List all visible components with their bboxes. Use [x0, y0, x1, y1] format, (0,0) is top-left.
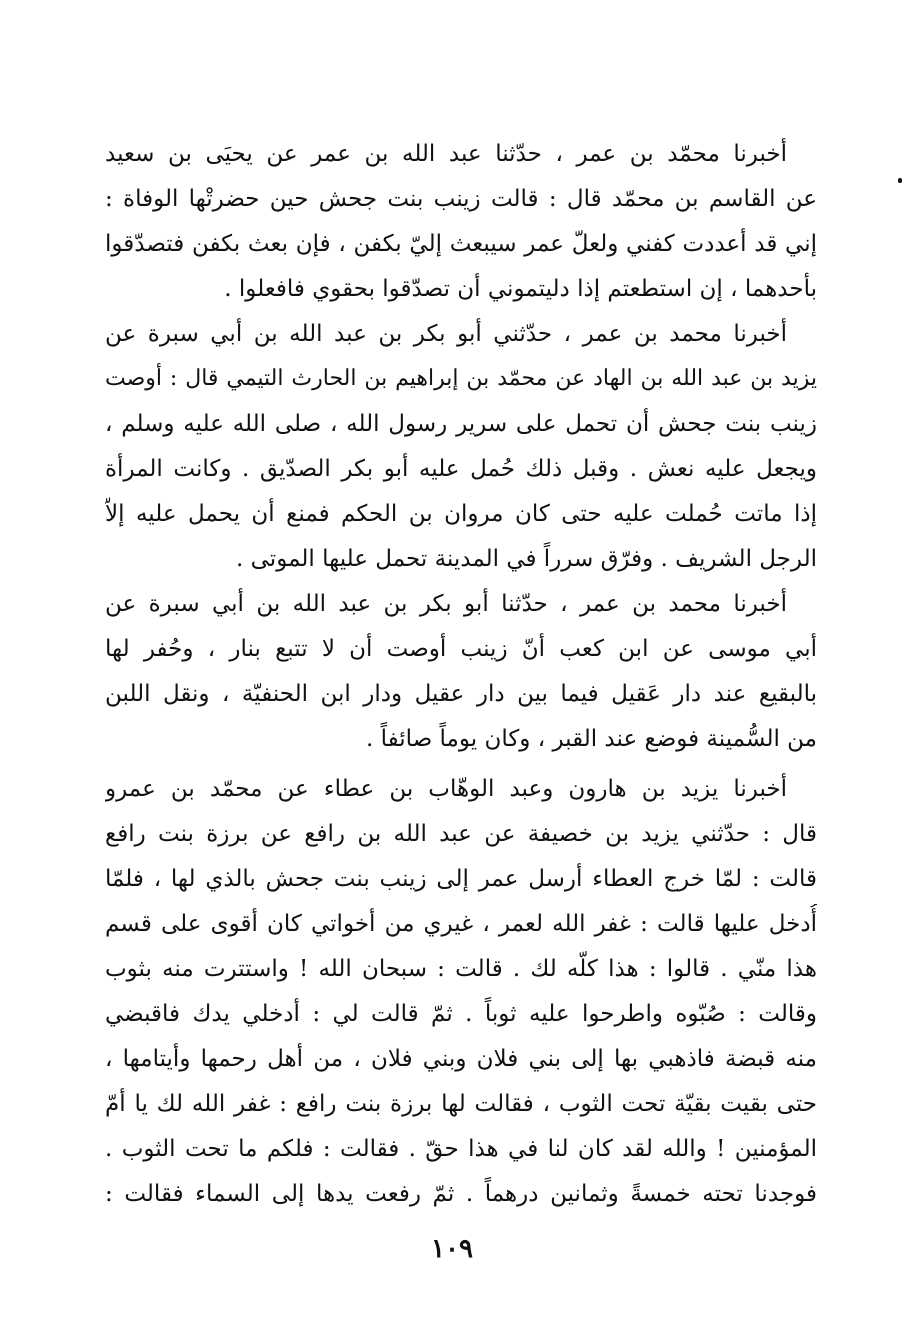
text-line: هذا منّي . قالوا : هذا كلّه لك . قالت : سبحان الله ! واستترت منه بثوب	[105, 956, 817, 982]
text-line: حتى بقيت بقيّة تحت الثوب ، فقالت لها برزة بنت رافع : غفر الله لك يا أمّ	[105, 1091, 817, 1117]
page-number: ١٠٩	[431, 1234, 473, 1264]
page-body	[105, 128, 817, 1228]
text-line: إذا ماتت حُملت عليه حتى كان مروان بن الحكم فمنع أن يحمل عليه إلاّ	[105, 501, 817, 527]
text-line: أبي موسى عن ابن كعب أنّ زينب أوصت أن لا تتبع بنار ، وحُفر لها	[105, 636, 817, 662]
margin-speck	[898, 178, 902, 183]
text-line: أخبرنا محمّد بن عمر ، حدّثنا عبد الله بن عمر عن يحيَى بن سعيد	[105, 141, 787, 167]
text-line: بأحدهما ، إن استطعتم إذا دليتموني أن تصدّقوا بحقوي فافعلوا .	[224, 276, 817, 302]
text-line: قالت : لمّا خرج العطاء أرسل عمر إلى زينب بنت جحش بالذي لها ، فلمّا	[105, 866, 817, 892]
text-line: إني قد أعددت كفني ولعلّ عمر سيبعث إليّ بكفن ، فإن بعث بكفن فتصدّقوا	[105, 231, 817, 257]
text-line: بالبقيع عند دار عَقيل فيما بين دار عقيل ودار ابن الحنفيّة ، ونقل اللبن	[105, 681, 817, 707]
text-line: عن القاسم بن محمّد قال : قالت زينب بنت جحش حين حضرتْها الوفاة :	[105, 186, 817, 212]
text-line: يزيد بن عبد الله بن الهاد عن محمّد بن إبراهيم بن الحارث التيمي قال : أوصت	[105, 366, 817, 391]
text-line: أخبرنا محمد بن عمر ، حدّثنا أبو بكر بن عبد الله بن أبي سبرة عن	[105, 591, 787, 617]
text-line: من السُّمينة فوضع عند القبر ، وكان يوماً صائفاً .	[366, 726, 817, 752]
text-line: ويجعل عليه نعش . وقبل ذلك حُمل عليه أبو بكر الصدّيق . وكانت المرأة	[105, 456, 817, 482]
text-line: قال : حدّثني يزيد بن خصيفة عن عبد الله بن رافع عن برزة بنت رافع	[105, 821, 817, 847]
text-line: أخبرنا محمد بن عمر ، حدّثني أبو بكر بن عبد الله بن أبي سبرة عن	[105, 321, 787, 347]
text-line: الرجل الشريف . وفرّق سرراً في المدينة تحمل عليها الموتى .	[236, 546, 817, 572]
text-line: زينب بنت جحش أن تحمل على سرير رسول الله ، صلى الله عليه وسلم ،	[105, 411, 817, 437]
text-line: المؤمنين ! والله لقد كان لنا في هذا حقّ . فقالت : فلكم ما تحت الثوب .	[105, 1136, 817, 1162]
text-line: وقالت : صُبّوه واطرحوا عليه ثوباً . ثمّ قالت لي : أدخلي يدك فاقبضي	[105, 1001, 817, 1027]
text-line: أخبرنا يزيد بن هارون وعبد الوهّاب بن عطاء عن محمّد بن عمرو	[105, 776, 787, 802]
text-line: فوجدنا تحته خمسةً وثمانين درهماً . ثمّ رفعت يدها إلى السماء فقالت :	[105, 1181, 817, 1207]
text-line: منه قبضة فاذهبي بها إلى بني فلان وبني فلان ، من أهل رحمها وأيتامها ،	[105, 1046, 817, 1072]
text-line: أُدخل عليها قالت : غفر الله لعمر ، غيري من أخواتي كان أقوى على قسم	[105, 911, 817, 937]
